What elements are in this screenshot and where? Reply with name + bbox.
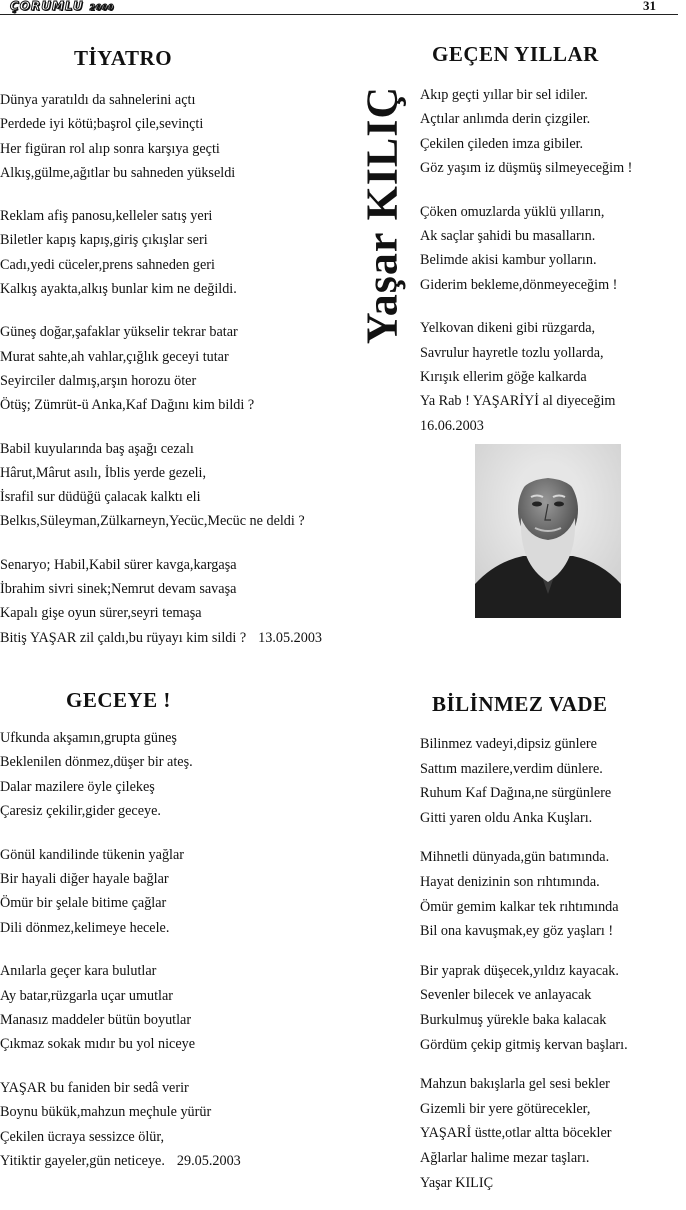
poem-line [0,345,322,369]
line-text: Beklenilen dönmez,düşer bir ateş. [0,754,193,771]
line-text: Göz yaşım iz düşmüş silmeyeceğim ! [420,160,633,177]
line-text: Ak saçlar şahidi bu masalların. [420,228,596,245]
stanza [0,320,322,417]
line-text: Çekilen çileden imza gibiler. [420,135,584,152]
line-text: Ömür bir şelale bitime çağlar [0,895,167,912]
line-text: Güneş doğar,şafaklar yükselir tekrar batar [0,324,238,341]
poem-line [420,273,632,297]
poem-line [0,204,322,228]
line-text: Belkıs,Süleyman,Zülkarneyn,Yecüc,Mecüc ne deldi ? [0,513,305,530]
poem-line [0,1125,241,1149]
poem-line [0,161,322,185]
poem-line [420,1146,628,1171]
poem-line [0,112,322,136]
poem-line [420,845,628,870]
poem-line [420,107,632,131]
line-text: Hârut,Mârut asılı, İblis yerde gezeli, [0,464,207,481]
poem-line [0,916,241,940]
poem-title: GECEYE ! [66,688,171,712]
poem-line [420,83,632,107]
line-text: Gördüm çekip gitmiş kervan başları. [420,1036,628,1053]
poem-title: GEÇEN YILLAR [432,42,599,66]
header-rule [0,14,678,15]
poem-line [0,750,241,774]
line-text: Gönül kandilinde tükenin yağlar [0,846,185,863]
line-text: Boynu bükük,mahzun meçhule yürür [0,1104,212,1121]
poem-line [0,461,322,485]
poem-date: 13.05.2003 [258,629,323,646]
poem-line [0,843,241,867]
magazine-brand [10,0,114,13]
line-text: İsrafil sur düdüğü çalacak kalktı eli [0,489,201,506]
poem-line [0,775,241,799]
poem-line [420,1072,628,1097]
line-text: Gitti yaren oldu Anka Kuşları. [420,809,593,826]
line-text: Bitiş YAŞAR zil çaldı,bu rüyayı kim sildi ? [0,629,247,646]
line-text: Bir hayali diğer hayale bağlar [0,871,169,888]
poem-line [420,781,628,806]
line-text: Senaryo; Habil,Kabil sürer kavga,kargaşa [0,556,237,573]
poem-line [0,601,322,625]
line-text: Anılarla geçer kara bulutlar [0,963,157,980]
poem-line [420,732,628,757]
line-text: İbrahim sivri sinek;Nemrut devam savaşa [0,581,237,598]
poem-line [0,277,322,301]
stanza [0,204,322,301]
poem-line [420,224,632,248]
brand-year: 2000 [89,3,114,12]
stanza [420,1072,628,1195]
poem-line [0,577,322,601]
line-text: Sattım mazilere,verdim dünlere. [420,760,603,777]
line-text: YAŞAR bu faniden bir sedâ verir [0,1079,189,1096]
poem-line [0,1008,241,1032]
poem-body [0,726,241,1193]
poem-body [420,732,628,1210]
line-text: Dalar mazilere öyle çilekeş [0,778,155,795]
line-text: Çöken omuzlarda yüklü yılların, [420,203,605,220]
line-text: Ömür gemim kalkar tek rıhtımında [420,898,619,915]
poem-line [420,341,632,365]
line-text: Giderim bekleme,dönmeyeceğim ! [420,276,618,293]
line-text: Çıkmaz sokak mıdır bu yol niceye [0,1036,196,1053]
line-text: Sevenler bilecek ve anlayacak [420,987,592,1004]
line-text: Perdede iyi kötü;başrol çile,sevinçti [0,116,204,133]
poem-line [0,228,322,252]
line-text: Kapalı gişe oyun sürer,seyri temaşa [0,605,202,622]
line-text: Reklam afiş panosu,kelleler satış yeri [0,208,213,225]
poem-line [420,1097,628,1122]
line-text: Ay batar,rüzgarla uçar umutlar [0,987,174,1004]
poem-line [0,626,322,650]
poem-line [420,757,628,782]
stanza [0,88,322,185]
stanza [420,200,632,298]
line-text: Bir yaprak düşecek,yıldız kayacak. [420,962,619,979]
brand-name: ÇORUMLU [10,0,84,13]
poem-line [420,983,628,1008]
line-text: Cadı,yedi cüceler,prens sahneden geri [0,256,215,273]
line-text: Belimde akisi kambur yolların. [420,252,597,269]
line-text: Ya Rab ! YAŞARİYİ al diyeceğim [420,393,616,410]
line-text: Akıp geçti yıllar bir sel idiler. [420,87,588,103]
stanza [0,437,322,534]
line-text: Hayat denizinin son rıhtımında. [420,873,600,890]
poem-line [420,806,628,831]
line-text: Dili dönmez,kelimeye hecele. [0,919,170,936]
poem-title: TİYATRO [74,46,173,70]
line-text: Her figüran rol alıp sonra karşıya geçti [0,140,220,157]
poem-line [420,1033,628,1058]
page-number: 31 [643,0,656,13]
poem-line [420,919,628,944]
poem-line [0,553,322,577]
poem-line [420,156,632,180]
line-text: Yelkovan dikeni gibi rüzgarda, [420,320,596,337]
line-text: Biletler kapış kapış,giriş çıkışlar seri [0,232,208,249]
line-text: Murat sahte,ah vahlar,çığlık geceyi tutar [0,348,229,365]
line-text: Manasız maddeler bütün boyutlar [0,1012,192,1029]
line-text: Seyirciler dalmış,arşın horozu öter [0,372,197,389]
stanza [420,959,628,1057]
poem-line [0,485,322,509]
poem-line [420,1008,628,1033]
line-text: Dünya yaratıldı da sahnelerini açtı [0,92,196,108]
poem-line [0,1032,241,1056]
line-text: Babil kuyularında baş aşağı cezalı [0,440,194,457]
line-text: Kırışık ellerim göğe kalkarda [420,369,587,386]
line-text: YAŞARİ üstte,otlar altta böcekler [420,1125,612,1142]
line-text: Açtılar anlımda derin çizgiler. [420,111,591,128]
poem-line [0,1076,241,1100]
line-text: Ruhum Kaf Dağına,ne sürgünlere [420,785,612,802]
poem-line [0,320,322,344]
line-text: Bil ona kavuşmak,ey göz yaşları ! [420,923,614,940]
poem-line [0,369,322,393]
poem-line [0,393,322,417]
line-text: Ufkunda akşamın,grupta güneş [0,730,177,746]
author-name-vertical [352,70,412,360]
line-text: Yitiktir gayeler,gün neticeye. [0,1153,165,1170]
line-text: Burkulmuş yürekle baka kalacak [420,1011,607,1028]
poem-line [420,895,628,920]
stanza [420,316,632,438]
poem-line [420,1121,628,1146]
line-text: 16.06.2003 [420,417,484,434]
poem-date: 29.05.2003 [176,1153,241,1170]
line-text: Kalkış ayakta,alkış bunlar kim ne değildi. [0,281,237,298]
poem-line [0,726,241,750]
line-text: Savrulur hayretle tozlu yollarda, [420,344,604,361]
poem-line [0,867,241,891]
poem-line [0,1100,241,1124]
line-text: Yaşar KILIÇ [420,1174,494,1191]
poem-line [420,870,628,895]
portrait-illustration [475,444,621,618]
stanza [0,959,241,1057]
line-text: Gizemli bir yere götürecekler, [420,1100,591,1117]
line-text: Çekilen ücraya sessizce ölür, [0,1128,165,1145]
poem-line [0,799,241,823]
stanza [0,726,241,824]
poem-line [420,200,632,224]
poem-line [0,437,322,461]
poem-line [420,1171,628,1196]
stanza [420,845,628,943]
stanza [420,83,632,181]
poem-line [0,88,322,112]
line-text: Mihnetli dünyada,gün batımında. [420,849,610,866]
poem-line [420,414,632,438]
poem-line [0,984,241,1008]
stanza [0,553,322,650]
stanza [0,843,241,941]
author-photo [475,444,621,618]
page-header [0,0,686,16]
poem-line [0,959,241,983]
poem-line [420,248,632,272]
poem-body [0,88,322,669]
poem-title: BİLİNMEZ VADE [432,692,608,716]
poem-line [0,253,322,277]
line-text: Alkış,gülme,ağıtlar bu sahneden yükseldi [0,164,236,181]
poem-line [0,891,241,915]
poem-line [420,959,628,984]
poem-line [420,389,632,413]
poem-line [0,137,322,161]
line-text: Ötüş; Zümrüt-ü Anka,Kaf Dağını kim bildi ? [0,397,255,414]
poem-line [0,509,322,533]
poem-line [0,1149,241,1173]
line-text: Ağlarlar halime mezar taşları. [420,1149,590,1166]
stanza [420,732,628,830]
line-text: Bilinmez vadeyi,dipsiz günlere [420,736,597,752]
poem-line [420,365,632,389]
poem-line [420,132,632,156]
poem-line [420,316,632,340]
line-text: Çaresiz çekilir,gider geceye. [0,803,161,820]
line-text: Mahzun bakışlarla gel sesi bekler [420,1076,610,1093]
author-name: Yaşar KILIÇ [357,85,407,345]
poem-body [420,83,632,457]
stanza [0,1076,241,1174]
